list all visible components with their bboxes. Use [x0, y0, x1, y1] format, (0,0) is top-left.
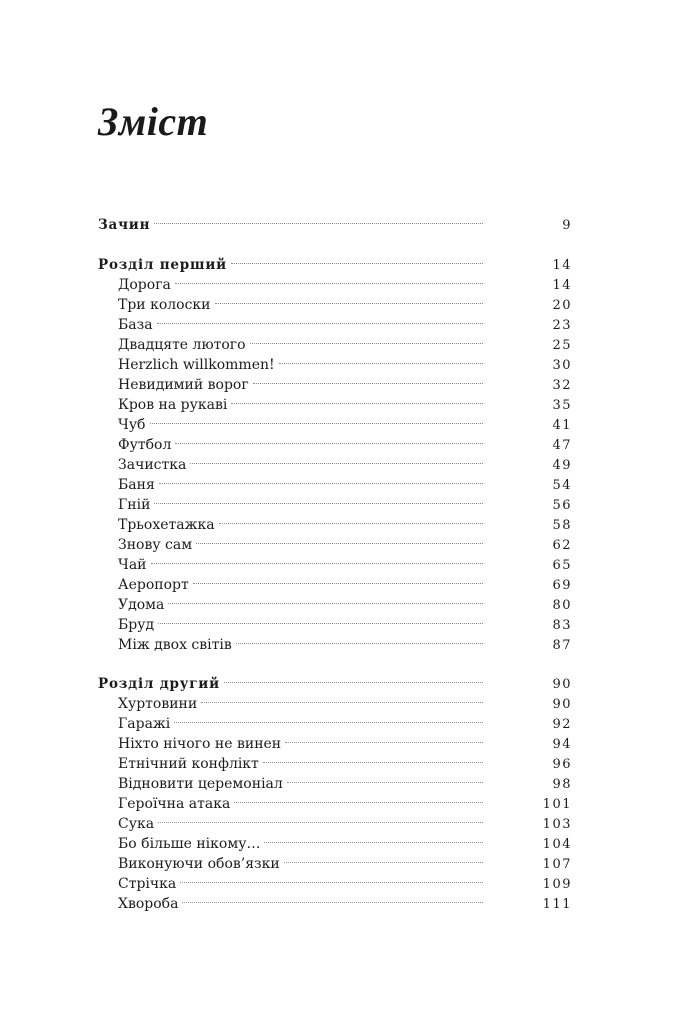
toc-entry[interactable]: [98, 768, 572, 792]
toc-entry[interactable]: [98, 888, 572, 912]
dot-leader: [168, 589, 528, 609]
toc-page-number: 90: [552, 697, 572, 712]
toc-entry[interactable]: [98, 609, 572, 633]
toc-chapter-list: [98, 269, 572, 653]
toc-entry-title: Розділ другий: [98, 676, 220, 692]
dot-leader: [180, 868, 528, 888]
toc-page-number: 56: [552, 498, 572, 513]
toc-entry[interactable]: [98, 708, 572, 732]
toc-page-number: 14: [552, 258, 572, 273]
toc-entry-title: Виконуючи обов’язки: [118, 856, 280, 872]
section-spacer: [98, 229, 572, 249]
toc-entry[interactable]: [98, 429, 572, 453]
dot-leader: [231, 249, 528, 269]
toc-page-number: 32: [552, 378, 572, 393]
dot-leader: [284, 848, 528, 868]
toc-page-number: 62: [552, 538, 572, 553]
toc-entry-title: Herzlich willkommen!: [118, 357, 275, 373]
toc-entry-title: Ніхто нічого не винен: [118, 736, 282, 752]
toc-entry[interactable]: [98, 269, 572, 293]
toc-entry[interactable]: [98, 549, 572, 573]
toc-page-number: 111: [542, 897, 572, 912]
dot-leader: [154, 209, 528, 229]
dot-leader: [175, 429, 528, 449]
toc-entry-title: Три колоски: [118, 297, 211, 313]
dot-leader: [224, 668, 528, 688]
dot-leader: [193, 569, 528, 589]
dot-leader: [219, 509, 528, 529]
toc-chapter-list: [98, 688, 572, 912]
toc-entry-title: Розділ перший: [98, 257, 227, 273]
toc-entry[interactable]: [98, 509, 572, 533]
toc-entry[interactable]: [98, 848, 572, 872]
toc-entry-title: Аеропорт: [118, 577, 189, 593]
toc-page-number: 87: [552, 638, 572, 653]
dot-leader: [231, 389, 528, 409]
toc-page-number: 101: [542, 797, 572, 812]
toc-page-number: 9: [562, 218, 572, 233]
toc-page-number: 47: [552, 438, 572, 453]
dot-leader: [157, 309, 528, 329]
dot-leader: [158, 808, 528, 828]
toc-entry-title: Гаражі: [118, 716, 171, 732]
dot-leader: [159, 469, 528, 489]
toc-entry-title: Героїчна атака: [118, 796, 231, 812]
toc-page-number: 69: [552, 578, 572, 593]
toc-entry[interactable]: [98, 329, 572, 353]
dot-leader: [158, 609, 528, 629]
dot-leader: [264, 828, 528, 848]
toc-entry-title: Хуртовини: [118, 696, 198, 712]
toc-entry-title: Бо більше нікому…: [118, 836, 261, 852]
toc-page-number: 98: [552, 777, 572, 792]
toc-page-number: 49: [552, 458, 572, 473]
dot-leader: [182, 888, 528, 908]
dot-leader: [250, 329, 528, 349]
toc-entry-title: Невидимий ворог: [118, 377, 249, 393]
toc-entry[interactable]: [98, 728, 572, 752]
toc-page-number: 25: [552, 338, 572, 353]
dot-leader: [196, 529, 528, 549]
table-of-contents: [98, 209, 572, 912]
toc-page-number: 80: [552, 598, 572, 613]
toc-entry-title: Сука: [118, 816, 155, 832]
toc-entry-title: Бруд: [118, 617, 155, 633]
toc-part-heading[interactable]: [98, 249, 572, 273]
toc-page-number: 41: [552, 418, 572, 433]
toc-entry-title: Двадцяте лютого: [118, 337, 246, 353]
toc-entry-title: Зачистка: [118, 457, 187, 473]
toc-page-number: 65: [552, 558, 572, 573]
toc-entry[interactable]: [98, 469, 572, 493]
dot-leader: [174, 708, 528, 728]
toc-page-number: 94: [552, 737, 572, 752]
dot-leader: [234, 788, 528, 808]
dot-leader: [285, 728, 528, 748]
toc-entry[interactable]: [98, 529, 572, 553]
toc-page-number: 107: [542, 857, 572, 872]
toc-entry[interactable]: [98, 808, 572, 832]
toc-page-number: 54: [552, 478, 572, 493]
toc-entry-title: Відновити церемоніал: [118, 776, 283, 792]
dot-leader: [263, 748, 528, 768]
toc-page-number: 109: [542, 877, 572, 892]
dot-leader: [279, 349, 528, 369]
toc-page-number: 20: [552, 298, 572, 313]
toc-entry[interactable]: [98, 748, 572, 772]
toc-entry[interactable]: [98, 309, 572, 333]
page-title: Зміст: [98, 99, 209, 144]
toc-entry[interactable]: [98, 369, 572, 393]
toc-entry-title: Гній: [118, 497, 151, 513]
toc-entry[interactable]: [98, 409, 572, 433]
dot-leader: [215, 289, 528, 309]
toc-page-number: 30: [552, 358, 572, 373]
toc-entry[interactable]: [98, 289, 572, 313]
toc-page-number: 14: [552, 278, 572, 293]
dot-leader: [287, 768, 528, 788]
dot-leader: [253, 369, 528, 389]
toc-page-number: 96: [552, 757, 572, 772]
toc-entry[interactable]: [98, 489, 572, 513]
toc-page-number: 83: [552, 618, 572, 633]
toc-page-number: 90: [552, 677, 572, 692]
dot-leader: [154, 489, 528, 509]
toc-entry-title: Знову сам: [118, 537, 193, 553]
toc-entry-title: Футбол: [118, 437, 172, 453]
toc-entry-title: Дорога: [118, 277, 171, 293]
toc-page-number: 103: [542, 817, 572, 832]
dot-leader: [201, 688, 528, 708]
toc-entry[interactable]: [98, 589, 572, 613]
dot-leader: [150, 409, 529, 429]
dot-leader: [236, 629, 528, 649]
toc-page-number: 23: [552, 318, 572, 333]
toc-entry-title: Баня: [118, 477, 155, 493]
dot-leader: [190, 449, 528, 469]
toc-entry-title: Чуб: [118, 417, 146, 433]
toc-entry-title: База: [118, 317, 153, 333]
toc-entry[interactable]: [98, 349, 572, 373]
toc-page-number: 92: [552, 717, 572, 732]
toc-entry[interactable]: [98, 688, 572, 712]
toc-entry-intro[interactable]: [98, 209, 572, 233]
toc-entry-title: Етнічний конфлікт: [118, 756, 259, 772]
toc-entry[interactable]: [98, 828, 572, 852]
toc-entry-title: Кров на рукаві: [118, 397, 228, 413]
toc-page-number: 58: [552, 518, 572, 533]
toc-entry-title: Між двох світів: [118, 637, 232, 653]
toc-entry[interactable]: [98, 868, 572, 892]
toc-entry[interactable]: [98, 449, 572, 473]
dot-leader: [151, 549, 529, 569]
toc-entry-title: Удома: [118, 597, 165, 613]
toc-page-number: 35: [552, 398, 572, 413]
toc-part-heading[interactable]: [98, 668, 572, 692]
dot-leader: [175, 269, 528, 289]
toc-entry[interactable]: [98, 629, 572, 653]
toc-entry[interactable]: [98, 389, 572, 413]
toc-entry[interactable]: [98, 569, 572, 593]
toc-entry-title: Зачин: [98, 217, 151, 233]
toc-entry-title: Хвороба: [118, 896, 179, 912]
toc-entry[interactable]: [98, 788, 572, 812]
toc-entry-title: Трьохетажка: [118, 517, 215, 533]
toc-entry-title: Стрічка: [118, 876, 177, 892]
toc-page-number: 104: [542, 837, 572, 852]
toc-entry-title: Чай: [118, 557, 147, 573]
